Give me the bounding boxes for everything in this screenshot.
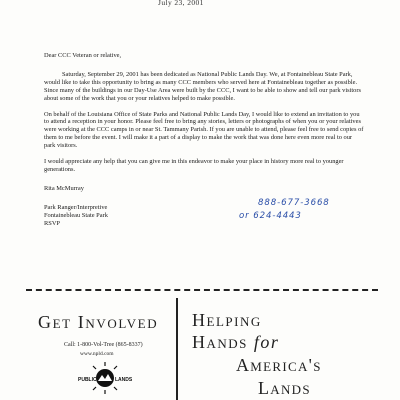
lands-heading: Lands: [258, 378, 311, 398]
public-lands-logo-icon: [78, 358, 132, 398]
flyer-left-panel: [28, 298, 178, 400]
for-word: for: [253, 332, 280, 352]
helping-heading: Helping: [192, 310, 262, 330]
get-involved-heading: Get Involved: [38, 312, 159, 332]
salutation: Dear CCC Veteran or relative,: [44, 52, 122, 59]
flyer-right-panel: [186, 298, 400, 400]
paragraph-1: Saturday, September 29, 2001 has been dedicated as National Public Lands Day. We, at Fontainebleau State Park, would like to take this opportunity to bring as many CCC members who served here at Fontainebleau together as possible. Since many of the buildings in our Day-Use Area were built by the CCC, I want to be able to show and tell our park visitors about some of the work that you or your relatives helped to make possible.: [44, 70, 361, 102]
website-url: www.npld.com: [80, 351, 114, 357]
call-number: Call: 1-800-Vol-Tree (865-8337): [64, 342, 143, 348]
paragraph-3: I would appreciate any help that you can give me in this endeavor to make your place in history more real to younger generations.: [44, 158, 344, 173]
handwritten-phone-2: or 624-4443: [239, 211, 302, 221]
rsvp-label: RSVP: [44, 219, 60, 227]
hands-word: Hands: [192, 332, 254, 352]
americas-heading: America's: [236, 355, 322, 375]
logo-text-lands: LANDS: [115, 377, 132, 383]
letter-date: July 23, 2001: [158, 0, 204, 7]
logo-text-public: PUBLIC: [78, 377, 97, 383]
handwritten-phone-1: 888-677-3668: [258, 198, 330, 208]
cut-line: [26, 289, 378, 291]
paragraph-2: On behalf of the Louisiana Office of State Parks and National Public Lands Day, I would like to extend an invitation to you to attend a reception in your honor. Please feel free to bring any stories, letters or photographs of when you or your relatives were working at the CCC camps in or near St. Tammany Parish. If you are unable to attend, please feel free to send copies of them to me before the event. I will make it a part of a display to make the work that was done here even more real to our park visitors.: [44, 110, 364, 150]
hands-for-heading: [192, 332, 279, 353]
signature-name: Rita McMurray: [44, 184, 84, 192]
signature-title: Park Ranger/Interpretive: [44, 203, 108, 211]
signature-park: Fontainebleau State Park: [44, 211, 108, 219]
